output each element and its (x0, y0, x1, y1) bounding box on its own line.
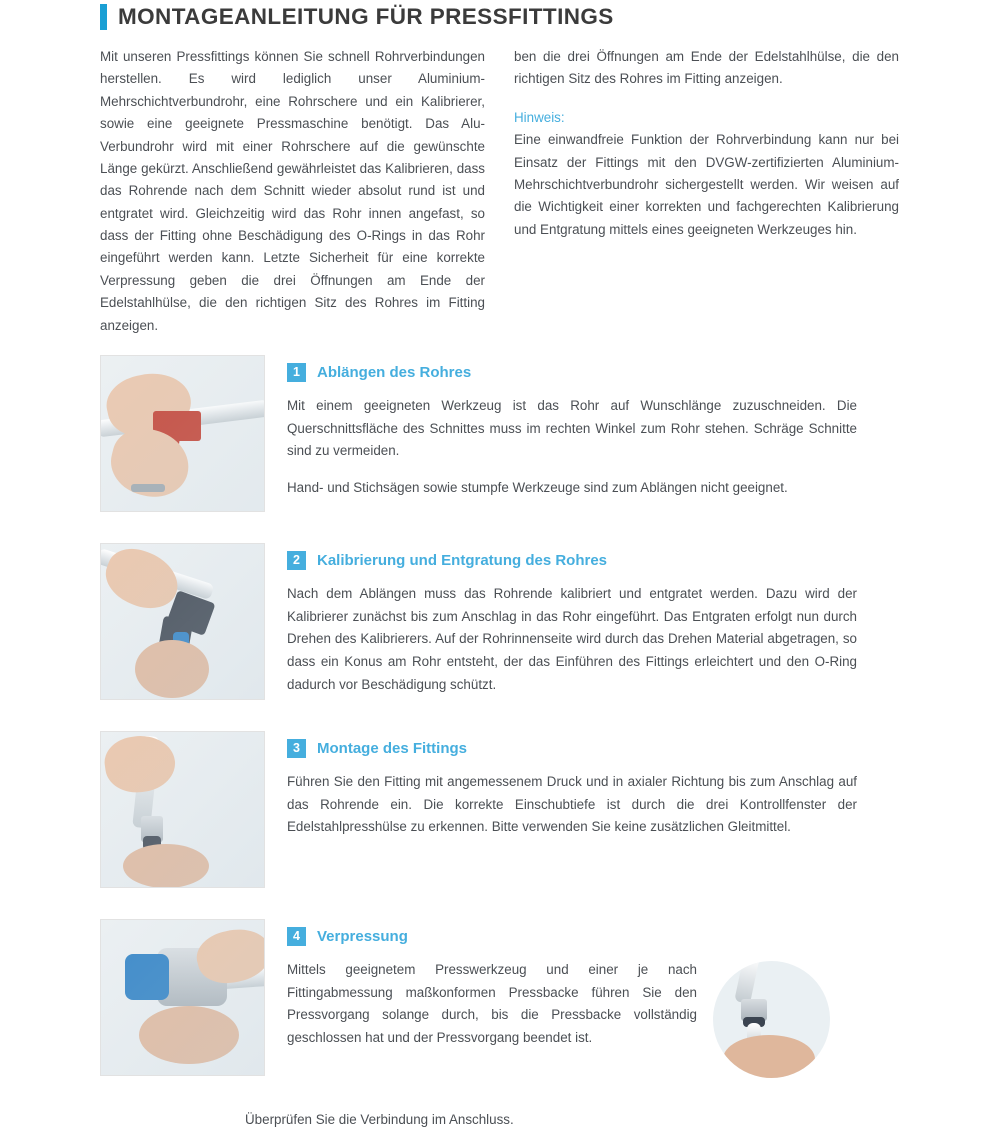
title-text: MONTAGEANLEITUNG FÜR PRESSFITTINGS (118, 4, 614, 29)
steps-section (100, 355, 900, 1132)
step-2-number: 2 (287, 551, 306, 570)
step-3-number: 3 (287, 739, 306, 758)
intro-left-column (100, 46, 485, 337)
step-3-image (100, 731, 265, 888)
step-2-header (287, 551, 900, 570)
step-2-paragraph-1: Nach dem Ablängen muss das Rohrende kalibriert und entgratet werden. Dazu wird der Kalibrierer zunächst bis zum Anschlag in das Rohr eingeführt. Das Entgraten erfolgt nun durch Drehen des Kalibrierers. Auf der Rohrinnenseite wird durch das Drehen Material abgetragen, so dass ein Konus am Rohr entsteht, der das Einführen des Fittings erleichtert und den O-Ring dadurch vor Beschädigung schützt. (287, 585, 857, 692)
step-1 (100, 355, 900, 512)
step-3-header (287, 739, 900, 758)
step-3-paragraph-1: Führen Sie den Fitting mit angemessenem Druck und in axialer Richtung bis zum Anschlag auf das Rohrende ein. Die korrekte Einschubtiefe ist durch die drei Kontrollfenster der Edelstahlpresshülse zu erkennen. Bitte verwenden Sie keine zusätzlichen Gleitmittel. (287, 773, 857, 835)
step-4 (100, 919, 900, 1078)
step-1-paragraph-2: Hand- und Stichsägen sowie stumpfe Werkzeuge sind zum Ablängen nicht geeignet. (287, 479, 788, 495)
step-1-number: 1 (287, 363, 306, 382)
step-1-header (287, 363, 900, 382)
intro-right-column (514, 46, 899, 337)
page-title (100, 0, 900, 30)
step-4-number: 4 (287, 927, 306, 946)
step-4-title: Verpressung (317, 927, 408, 945)
step-4-closing-text: Überprüfen Sie die Verbindung im Anschluss. (245, 1111, 514, 1127)
step-1-paragraph-1: Mit einem geeigneten Werkzeug ist das Rohr auf Wunschlänge zuzuschneiden. Die Querschnittsfläche des Schnittes muss im rechten Winkel zum Rohr stehen. Schräge Schnitte sind zu vermeiden. (287, 397, 857, 459)
step-4-paragraph-1: Mittels geeignetem Presswerkzeug und einer je nach Fittingabmessung maßkonformen Pressbacke führen Sie den Pressvorgang solange durch, bis die Pressbacke vollständig geschlossen hat und der Pressvorgang beendet ist. (287, 961, 697, 1045)
step-4-header (287, 927, 900, 946)
step-2 (100, 543, 900, 700)
step-2-body (287, 543, 900, 700)
step-2-image (100, 543, 265, 700)
step-1-title: Ablängen des Rohres (317, 363, 472, 381)
step-1-body (287, 355, 900, 512)
step-3-title: Montage des Fittings (317, 739, 467, 757)
title-accent-bar (100, 4, 107, 30)
intro-right-text: ben die drei Öffnungen am Ende der Edelstahlhülse, die den richtigen Sitz des Rohres im Fitting anzeigen. (514, 49, 899, 87)
step-1-image (100, 355, 265, 512)
hinweis-label: Hinweis: (514, 109, 565, 125)
step-2-title: Kalibrierung und Entgratung des Rohres (317, 551, 608, 569)
step-4-body (287, 919, 900, 1078)
intro-left-text: Mit unseren Pressfittings können Sie schnell Rohrverbindungen herstellen. Es wird lediglich unser Aluminium-Mehrschichtverbundrohr, eine Rohrschere und ein Kalibrierer, sowie eine geeignete Pressmaschine benötigt. Das Alu-Verbundrohr wird mit einer Rohrschere auf die gewünschte Länge gekürzt. Anschließend gewährleistet das Kalibrieren, dass das Rohrende nach dem Schnitt wieder absolut rund ist und entgratet wird. Gleichzeitig wird das Rohr innen angefast, so dass der Fitting ohne Beschädigung des O-Rings in das Rohr eingeführt werden kann. Letzte Sicherheit für eine korrekte Verpressung geben die drei Öffnungen am Ende der Edelstahlhülse, die den richtigen Sitz des Rohres im Fitting anzeigen. (100, 49, 485, 333)
step-3-body (287, 731, 900, 888)
step-4-image (100, 919, 265, 1076)
intro-section (100, 46, 900, 337)
step-4-detail-image (713, 961, 830, 1078)
step-3 (100, 731, 900, 888)
hinweis-text: Eine einwandfreie Funktion der Rohrverbindung kann nur bei Einsatz der Fittings mit den DVGW-zertifizierten Aluminium-Mehrschichtverbundrohr sichergestellt werden. Wir weisen auf die Wichtigkeit einer korrekten und fachgerechten Kalibrierung und Entgratung mittels eines geeigneten Werkzeuges hin. (514, 132, 899, 237)
